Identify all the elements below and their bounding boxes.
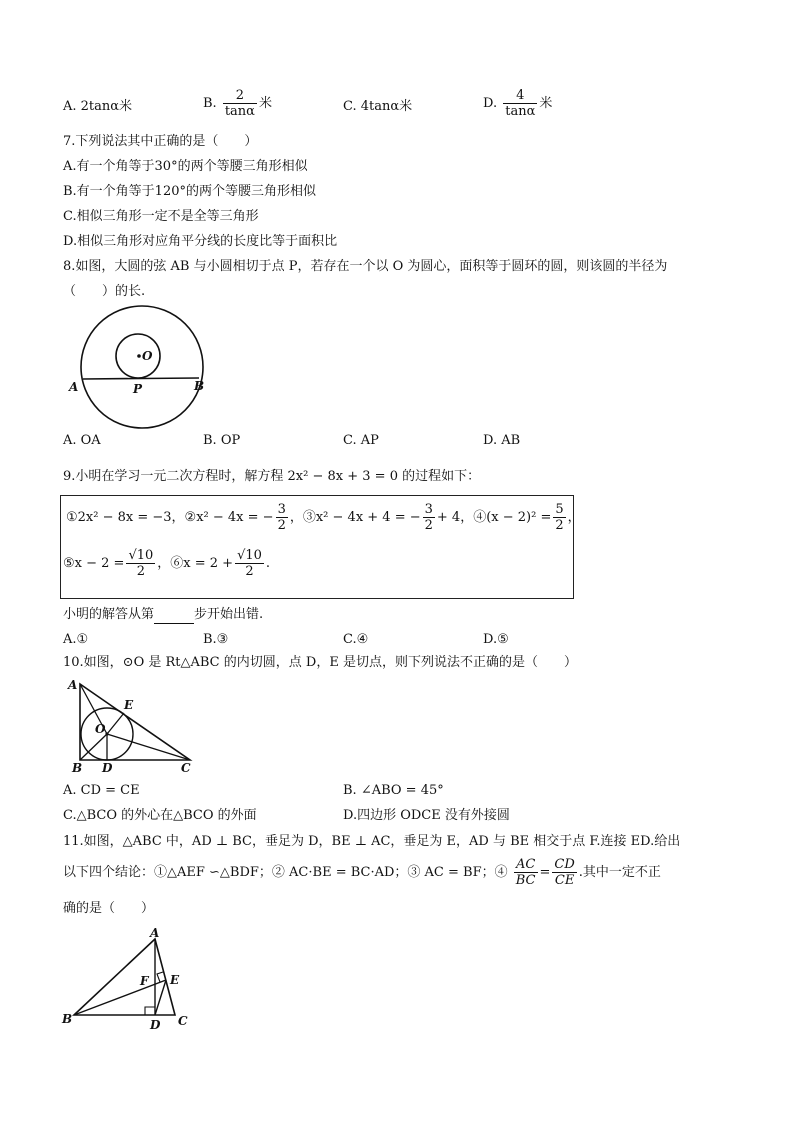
q9-frac-b-num: 3 xyxy=(424,502,433,517)
q10-option-d: D.四边形 ODCE 没有外接圆 xyxy=(343,808,510,823)
q7-option-c: C.相似三角形一定不是全等三角形 xyxy=(63,209,259,224)
q11-stem-line2-part1: 以下四个结论：①△AEF ∽△BDF；② AC·BE = BC·AD；③ AC = BF；④ xyxy=(63,865,508,880)
q11-label-c: C xyxy=(178,1014,188,1028)
q9-frac-a-den: 2 xyxy=(277,518,286,533)
q8-label-a: A xyxy=(69,380,79,394)
q8-chord-ab xyxy=(83,378,199,379)
q11-label-b: B xyxy=(62,1012,73,1026)
q6-option-b xyxy=(203,88,272,119)
q9-frac-a xyxy=(276,502,288,533)
q10-option-c: C.△BCO 的外心在△BCO 的外面 xyxy=(63,808,257,823)
q6-option-c: C. 4tanα米 xyxy=(343,99,413,114)
q9-frac-e-num: √10 xyxy=(237,548,262,563)
q8-option-d: D. AB xyxy=(483,433,521,448)
q6-option-d-fraction xyxy=(503,88,537,119)
q7-option-d: D.相似三角形对应角平分线的长度比等于面积比 xyxy=(63,234,338,249)
q9-frac-b xyxy=(423,502,435,533)
q6-option-b-numerator: 2 xyxy=(223,88,257,104)
q10-center-dot xyxy=(105,732,108,735)
q8-large-circle xyxy=(81,306,203,428)
q9-step4: + 4，④(x − 2)² = xyxy=(436,510,552,525)
q6-option-a: A. 2tanα米 xyxy=(63,99,133,114)
q9-frac-d-num: √10 xyxy=(128,548,154,563)
q9-answer-blank[interactable] xyxy=(154,611,194,624)
q9-question-part1: 小明的解答从第 xyxy=(63,607,155,622)
q8-center-dot xyxy=(137,354,141,358)
q11-frac-ce: CE xyxy=(554,873,575,888)
q6-option-d xyxy=(483,88,552,119)
q8-stem-line1: 8.如图，大圆的弦 AB 与小圆相切于点 P，若存在一个以 O 为圆心，面积等于圆环的圆，则该圆的半径为 xyxy=(63,259,668,274)
q9-frac-d-den: 2 xyxy=(136,564,145,579)
q9-option-c: C.④ xyxy=(343,632,369,647)
q8-option-a: A. OA xyxy=(63,433,101,448)
q10-label-d: D xyxy=(102,761,113,775)
q11-segment-ed xyxy=(155,980,166,1015)
q10-label-e: E xyxy=(124,698,134,712)
q9-question xyxy=(63,606,263,624)
q6-option-d-denominator: tanα xyxy=(505,104,536,119)
q11-stem-line2: 以下四个结论：①△AEF ∽△BDF；② AC·BE = BC·AD；③ AC = BF；④ $\frac{AC}{BC}$ = $\frac{CD}{CE}$ .其中一定不正 xyxy=(63,857,661,888)
q11-label-d: D xyxy=(150,1018,161,1032)
q11-frac-bc: BC xyxy=(515,873,536,888)
q9-frac-d xyxy=(126,548,155,579)
q11-segment-be xyxy=(74,980,166,1015)
q11-frac-cd-ce xyxy=(552,857,576,888)
q8-label-b: B xyxy=(194,379,205,393)
q11-label-a: A xyxy=(150,926,160,940)
q10-option-a: A. CD = CE xyxy=(63,783,140,798)
q11-right-angle-e xyxy=(157,972,163,982)
q9-frac-c-den: 2 xyxy=(555,518,564,533)
q11-stem-line3: 确的是（ ） xyxy=(63,901,155,916)
q9-step6: ，⑥x = 2 + xyxy=(157,556,234,571)
q9-step1: ①2x² − 8x = −3，②x² − 4x = − xyxy=(66,510,274,525)
q11-right-angle-d xyxy=(145,1007,155,1015)
q11-triangle-abc xyxy=(74,939,175,1015)
q11-label-e: E xyxy=(170,973,180,987)
q9-solution-line1: ①2x² − 8x = −3，②x² − 4x = − $\frac{3}{2}$ ，③x² − 4x + 4 = − $\frac{3}{2}$ + 4，④(x − 2)² = $\frac{5}{2}$ ， xyxy=(66,502,581,533)
q9-option-b: B.③ xyxy=(203,632,229,647)
q6-option-b-label: B. xyxy=(203,96,217,111)
q8-option-b: B. OP xyxy=(203,433,241,448)
q9-option-d: D.⑤ xyxy=(483,632,509,647)
q10-stem: 10.如图，⊙O 是 Rt△ABC 的内切圆，点 D，E 是切点，则下列说法不正确的是（ ） xyxy=(63,655,577,670)
q11-figure xyxy=(60,925,205,1035)
q6-option-b-unit: 米 xyxy=(258,96,272,111)
q10-segment-oe xyxy=(107,713,124,734)
q9-step5: ⑤x − 2 = xyxy=(63,556,125,571)
q10-label-c: C xyxy=(181,761,191,775)
q11-label-f: F xyxy=(140,974,149,988)
q10-figure xyxy=(64,672,204,777)
q8-stem-line2: （ ）的长. xyxy=(63,284,146,299)
q8-label-p: P xyxy=(133,382,143,396)
q11-frac-cd: CD xyxy=(554,857,575,872)
q9-frac-c-num: 5 xyxy=(555,502,564,517)
q9-frac-a-num: 3 xyxy=(277,502,286,517)
q10-option-b: B. ∠ABO = 45° xyxy=(343,783,444,798)
q6-option-d-label: D. xyxy=(483,96,498,111)
q10-label-o: O xyxy=(95,722,106,736)
q9-frac-e-den: 2 xyxy=(245,564,254,579)
q11-stem-line2-part2: .其中一定不正 xyxy=(578,865,661,880)
q7-stem: 7.下列说法其中正确的是（ ） xyxy=(63,134,258,149)
q10-label-a: A xyxy=(68,678,78,692)
q11-frac-ac-bc xyxy=(514,857,538,888)
q8-label-o: O xyxy=(142,349,153,363)
q6-option-d-numerator: 4 xyxy=(503,88,537,104)
q9-solution-line2: ⑤x − 2 = $\frac{√10}{2}$ ，⑥x = 2 + $\frac{√10}{2}$ . xyxy=(63,548,271,579)
q6-option-b-fraction xyxy=(223,88,257,119)
q9-frac-b-den: 2 xyxy=(424,518,433,533)
q11-stem-line1: 11.如图，△ABC 中，AD ⊥ BC，垂足为 D，BE ⊥ AC，垂足为 E，AD 与 BE 相交于点 F.连接 ED.给出 xyxy=(63,834,681,849)
q6-option-b-denominator: tanα xyxy=(224,104,255,119)
q6-option-d-unit: 米 xyxy=(539,96,553,111)
q7-option-a: A.有一个角等于30°的两个等腰三角形相似 xyxy=(63,159,308,174)
q8-option-c: C. AP xyxy=(343,433,379,448)
q10-label-b: B xyxy=(72,761,83,775)
q11-frac-ac: AC xyxy=(514,857,538,873)
q9-option-a: A.① xyxy=(63,632,89,647)
q9-step3: ，③x² − 4x + 4 = − xyxy=(289,510,421,525)
q9-frac-e xyxy=(235,548,264,579)
q9-question-part2: 步开始出错. xyxy=(194,607,264,622)
q8-figure xyxy=(60,305,230,430)
q7-option-b: B.有一个角等于120°的两个等腰三角形相似 xyxy=(63,184,316,199)
q9-stem: 9.小明在学习一元二次方程时，解方程 2x² − 8x + 3 = 0 的过程如下： xyxy=(63,469,481,484)
q9-frac-c xyxy=(553,502,565,533)
